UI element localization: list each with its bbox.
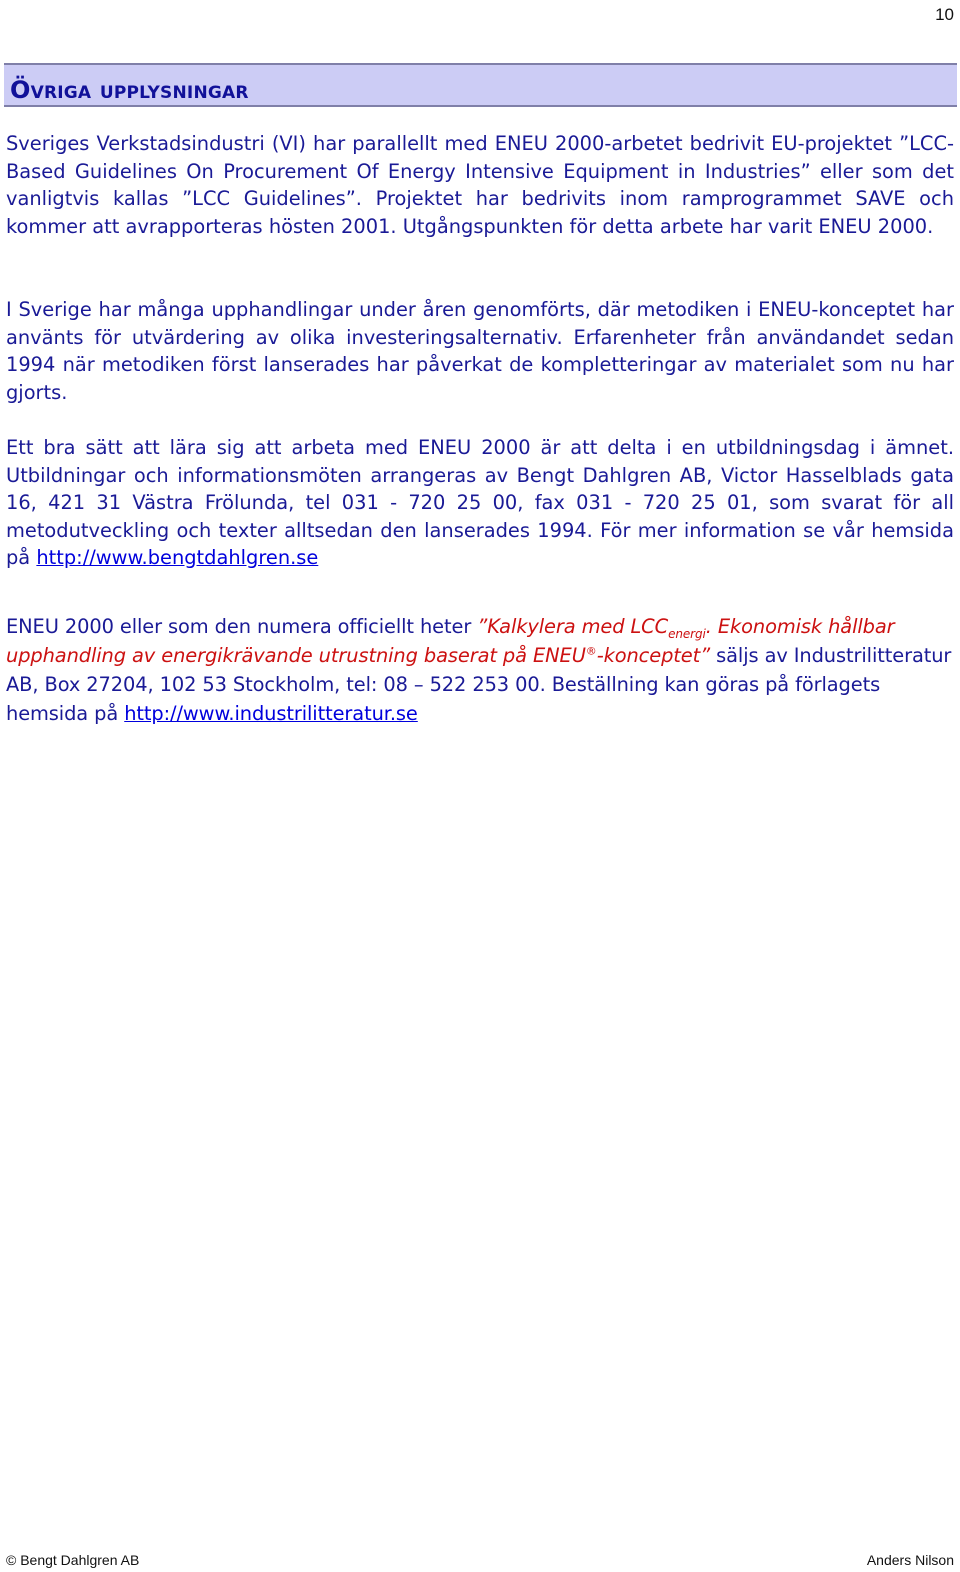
page-number: 10	[935, 5, 954, 24]
training-text: Ett bra sätt att lära sig att arbeta med ENEU 2000 är att delta i en utbildningsdag i ämnet. Utbildningar och informationsmöten arrangeras av Bengt Dahlgren AB, Victor Hasselblads gata 16, 421 31 Västra Frölunda, tel 031 - 720 25 00, fax 031 - 720 25 01, som svarat för all metodutveckling och texter alltsedan den lanserades 1994. För mer information se vår hemsida på	[6, 436, 954, 569]
section-heading-band	[4, 63, 957, 107]
paragraph-publication	[6, 612, 954, 728]
publication-rest: säljs av Industrilitteratur AB, Box 27204, 102 53 Stockholm, tel: 08 – 522 253 00. Beställning kan göras på förlagets hemsida på	[6, 644, 952, 725]
industrilitteratur-link[interactable]: http://www.industrilitteratur.se	[124, 702, 418, 725]
footer-author: Anders Nilson	[866, 1552, 954, 1568]
publication-title-part-c: -konceptet”	[596, 644, 711, 667]
paragraph-lcc-guidelines: Sveriges Verkstadsindustri (VI) har parallellt med ENEU 2000-arbetet bedrivit EU-projektet ”LCC-Based Guidelines On Procurement Of Energy Intensive Equipment in Industries” eller som det vanligtvis kallas ”LCC Guidelines”. Projektet har bedrivits inom ramprogrammet SAVE och kommer att avrapporteras hösten 2001. Utgångspunkten för detta arbete har varit ENEU 2000.	[6, 132, 954, 238]
publication-intro: ENEU 2000 eller som den numera officiellt heter	[6, 615, 478, 638]
footer-copyright: © Bengt Dahlgren AB	[6, 1552, 140, 1568]
publication-title-part-b: . Ekonomisk hållbar upphandling av energikrävande utrustning baserat på ENEU	[6, 615, 895, 667]
registered-mark: ®	[585, 644, 597, 658]
bengtdahlgren-link[interactable]: http://www.bengtdahlgren.se	[36, 546, 319, 569]
publication-title-part-a: ”Kalkylera med LCC	[477, 615, 669, 638]
publication-title-subscript: energi	[668, 626, 706, 641]
paragraph-swedish-procurements: I Sverige har många upphandlingar under åren genomförts, där metodiken i ENEU-konceptet har använts för utvärdering av olika investeringsalternativ. Erfarenheter från användandet sedan 1994 när metodiken först lanserades har påverkat de kompletteringar av materialet som nu har gjorts.	[6, 298, 954, 404]
paragraph-training	[6, 434, 954, 572]
section-heading: Övriga upplysningar	[10, 76, 249, 104]
